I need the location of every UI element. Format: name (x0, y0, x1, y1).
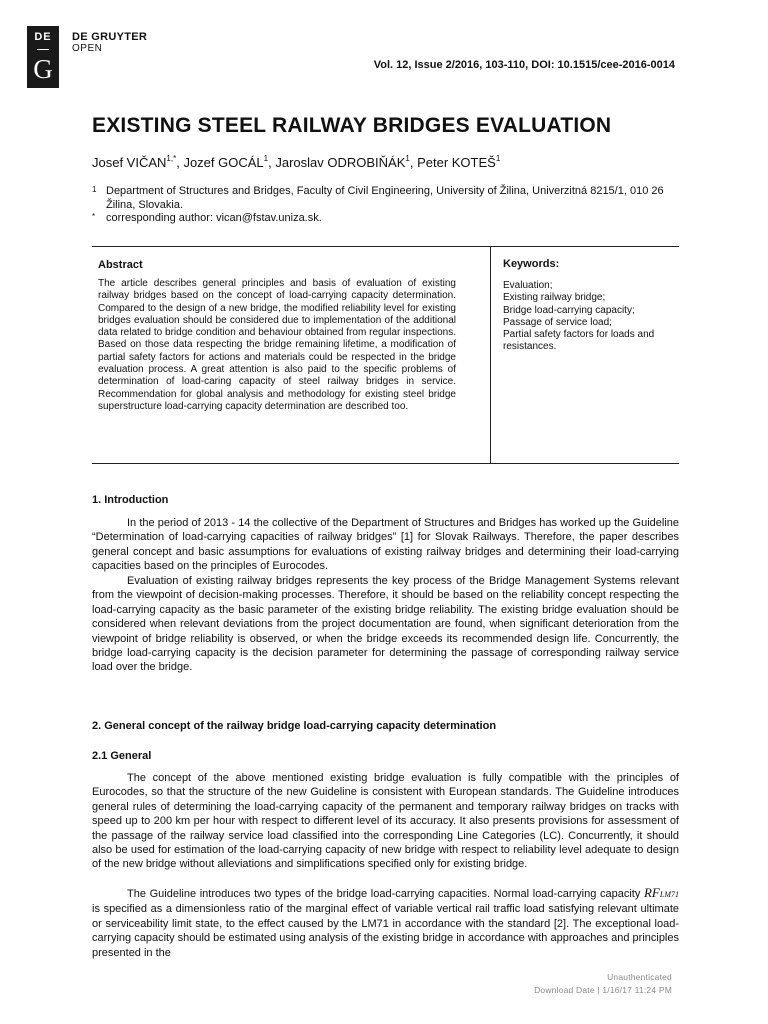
abstract-text: The article describes general principles and basis of evaluation of existing railway bridges based on the concept of load-carrying capacity determination. Compared to the design of a new bridge, the modified reliability level for existing bridges evaluation should be considered due to implementation of the additional data related to bridge condition and behaviour obtained from regular inspections. Based on those data respecting the bridge remaining lifetime, a modification of partial safety factors for actions and materials could be respected in the bridge evaluation process. A great attention is also paid to the specific problems of determination of load-caring capacity of steel railway bridges in service. Recommendation for global analysis and methodology for existing steel bridge superstructure load-carrying capacity determination are described too. (98, 278, 456, 412)
keywords-list (503, 280, 673, 354)
keyword-item: Partial safety factors for loads and resistances. (503, 329, 655, 353)
affiliation-text: Department of Structures and Bridges, Faculty of Civil Engineering, University of Žilina, Univerzitná 8215/1, 010 26 Žilina, Slovakia. (106, 185, 664, 211)
keyword-item: Passage of service load; (503, 316, 612, 328)
body-paragraph: In the period of 2013 - 14 the collective of the Department of Structures and Bridges has worked up the Guideline “Determination of load-carrying capacities of railway bridges” [1] for Slovak Railways. Therefore, the paper describes general concept and basic assumptions for evaluations of existing railway bridges and determining their load-carrying capacities based on the principles of Eurocodes. (92, 517, 679, 573)
publisher-title: DE GRUYTER (72, 31, 148, 43)
corresponding-author: corresponding author: vican@fstav.uniza.sk. (106, 212, 322, 224)
body-paragraph (92, 886, 679, 960)
publisher-subtitle: OPEN (72, 43, 103, 54)
author-affiliation-mark: 1,* (166, 154, 177, 163)
keyword-item: Bridge load-carrying capacity; (503, 304, 635, 316)
author-affiliation-mark: 1 (405, 154, 410, 163)
abstract-top-rule (92, 246, 679, 247)
affiliation-mark: * (92, 212, 96, 221)
paragraph-text: is specified as a dimensionless ratio of the marginal effect of variable vertical rail traffic load satisfying relevant ultimate or serviceability limit state, to the effect caused by the LM71 in accordance with the standard [2]. The exceptional load-carrying capacity should be estimated using analysis of the existing bridge in accordance with approaches and principles presented in the (92, 903, 679, 959)
abstract-column-divider (490, 246, 491, 463)
author-list (92, 155, 500, 170)
author-name: Peter KOTEŠ (417, 155, 496, 170)
paper-title: EXISTING STEEL RAILWAY BRIDGES EVALUATION (92, 114, 612, 137)
paragraph-text: The Guideline introduces two types of the bridge load-carrying capacities. Normal load-carrying capacity (127, 888, 644, 900)
abstract-bottom-rule (92, 463, 679, 464)
keyword-item: Existing railway bridge; (503, 292, 606, 304)
affiliations (92, 185, 682, 226)
author-affiliation-mark: 1 (263, 154, 269, 163)
author-name: Jaroslav ODROBIŇÁK (275, 155, 406, 170)
download-date: Download Date | 1/16/17 11:24 PM (534, 985, 672, 995)
volume-citation: Vol. 12, Issue 2/2016, 103-110, DOI: 10.1515/cee-2016-0014 (373, 59, 675, 71)
author-affiliation-mark: 1 (495, 154, 501, 163)
affiliation-mark: 1 (92, 185, 97, 194)
keywords-heading: Keywords: (503, 258, 560, 270)
affiliation-item (92, 185, 682, 212)
section-heading-introduction: 1. Introduction (92, 494, 169, 506)
publisher-logo (27, 26, 59, 88)
publisher-name (72, 32, 147, 54)
logo-letter: G (33, 54, 53, 84)
author-separator: , (268, 155, 276, 170)
access-status: Unauthenticated (607, 972, 672, 982)
author-separator: , (409, 155, 418, 170)
math-symbol-rf: RF (643, 885, 660, 900)
math-subscript-lm71: LM71 (659, 890, 679, 899)
affiliation-item (92, 212, 682, 226)
body-paragraph: The concept of the above mentioned existing bridge evaluation is fully compatible with the principles of Eurocodes, so that the structure of the new Guideline is consistent with European standards. The Guideline introduces general rules of determining the load-carrying capacity of the permanent and temporary railway bridges on tracks with speed up to 200 km per hour with respect to different level of its accuracy. It also presents provisions for assessment of the passage of the railway service load classified into the corresponding Line Categories (LC). Concurrently, it should also be used for estimation of the load-carrying capacity of new bridge with respect to reliability level adequate to design of the new bridge without alleviations and simplifications specified only for existing bridge. (92, 772, 679, 871)
section-heading-general-concept: 2. General concept of the railway bridge load-carrying capacity determination (92, 720, 497, 732)
subsection-heading-general: 2.1 General (92, 750, 152, 762)
abstract-heading: Abstract (98, 259, 143, 271)
author-name: Josef VIČAN (92, 155, 167, 170)
logo-top-text: DE (34, 31, 52, 43)
body-paragraph: Evaluation of existing railway bridges represents the key process of the Bridge Management Systems relevant from the viewpoint of decision-making processes. Therefore, it should be based on the reliability concept respecting the load-carrying capacity as the basic parameter of the existing bridge reliability. The existing bridge evaluation should be considered when relevant deviations from the project documentation are found, when significant deterioration from the viewpoint of bridge reliability is observed, or when the bridge exceeds its recommended design life. Concurrently, the bridge load-carrying capacity is the decision parameter for determining the passage of corresponding railway service load over the bridge. (92, 575, 679, 674)
logo-divider (37, 49, 49, 50)
author-separator: , (176, 155, 184, 170)
author-name: Jozef GOCÁL (183, 155, 264, 170)
keyword-item: Evaluation; (503, 280, 553, 291)
